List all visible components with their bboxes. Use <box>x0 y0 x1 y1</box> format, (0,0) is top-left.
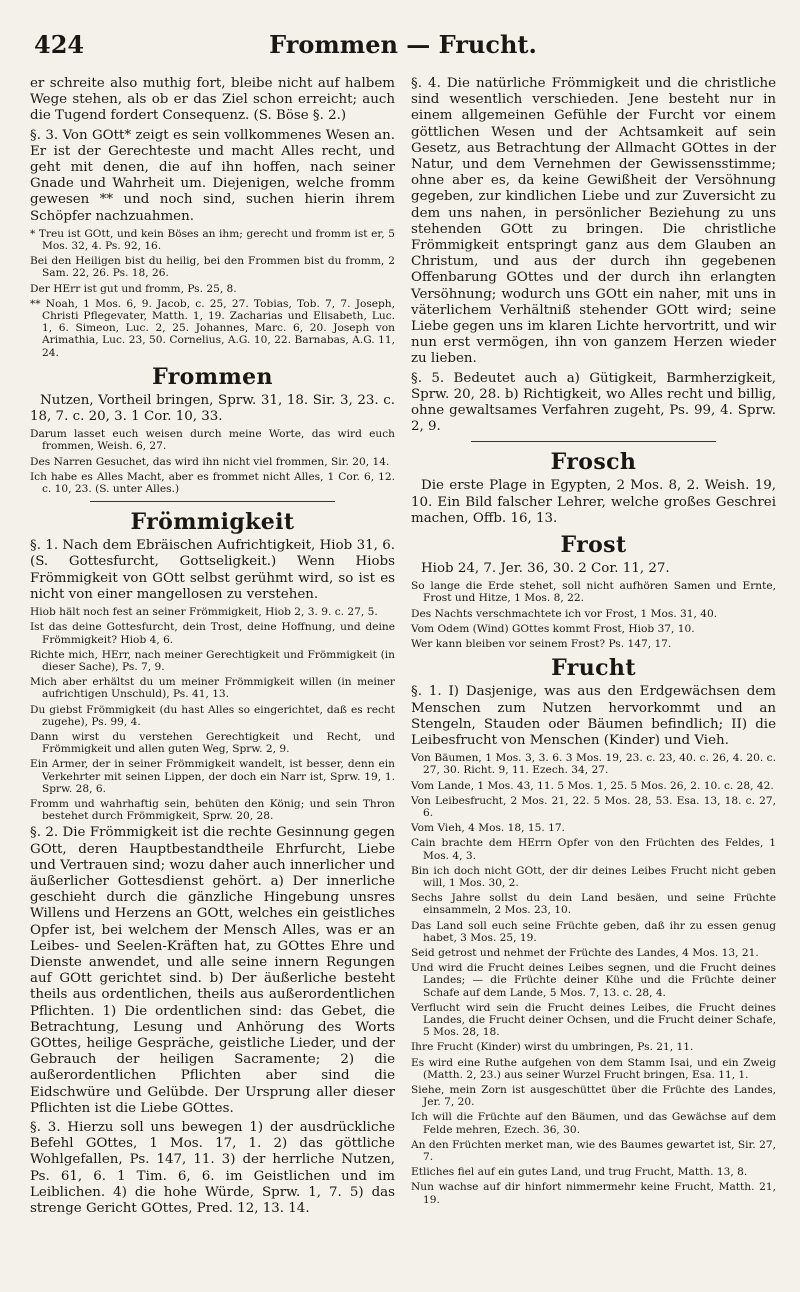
scripture-quote: Dann wirst du verstehen Gerechtigkeit und Recht, und Frömmigkeit und allen guten Weg, Sprw. 2, 9. <box>30 730 395 756</box>
scripture-quote: ** Noah, 1 Mos. 6, 9. Jacob, c. 25, 27. Tobias, Tob. 7, 7. Joseph, Christi Pflegevater, Matth. 1, 19. Zacharias und Elisabeth, Luc. 1, 6. Simeon, Luc. 2, 25. Johannes, Marc. 6, 20. Joseph von Arimathia, Luc. 23, 50. Cornelius, A.G. 10, 22. Barnabas, A.G. 11, 24. <box>30 297 395 359</box>
entry-heading: Frost <box>560 532 627 559</box>
scripture-quote: Ich will die Früchte auf den Bäumen, und das Gewächse auf dem Felde mehren, Ezech. 36, 30. <box>411 1111 776 1136</box>
body-paragraph: er schreite also muthig fort, bleibe nicht auf halbem Wege stehen, als ob er das Ziel schon erreicht; auch die Tugend fordert Consequenz. (S. Böse §. 2.) <box>30 76 395 124</box>
scripture-quote: An den Früchten merket man, wie des Baumes gewartet ist, Sir. 27, 7. <box>411 1138 776 1163</box>
scripture-quote: Siehe, mein Zorn ist ausgeschüttet über die Früchte des Landes, Jer. 7, 20. <box>411 1083 776 1109</box>
entry-heading: Frucht <box>551 655 636 682</box>
body-paragraph: §. 2. Die Frömmigkeit ist die rechte Gesinnung gegen GOtt, deren Hauptbestandtheile Ehrfurcht, Liebe und Vertrauen sind; wozu daher auch innerlicher und äußerlicher Gottesdienst gehört. a) Der innerliche geschieht durch die gänzliche Hingebung unsres Willens und Herzens an GOtt, welches ein geistliches Opfer ist, bei welchem der Mensch Alles, was er an Leibes- und Seelen-Kräften hat, zu GOttes Ehre und Dienste anwendet, und alle seine innern Regungen auf GOtt gerichtet sind. b) Der äußerliche besteht theils aus ordentlichen, theils aus außerordentlichen Pflichten. 1) Die ordentlichen sind: das Gebet, die Betrachtung, Lesung und Anhörung des Worts GOttes, heilige Gespräche, geistliche Lieder, und der Gebrauch der heiligen Sacramente; 2) die außerordentlichen Pflichten aber sind die Eidschwüre und Gelübde. Der Ursprung aller dieser Pflichten ist die Liebe GOttes. <box>30 825 395 1116</box>
scripture-quote: So lange die Erde stehet, soll nicht aufhören Samen und Ernte, Frost und Hitze, 1 Mos. 8, 22. <box>411 580 776 605</box>
scripture-quote: Von Bäumen, 1 Mos. 3, 3. 6. 3 Mos. 19, 23. c. 23, 40. c. 26, 4. 20. c. 27, 30. Richt. 9, 11. Ezech. 34, 27. <box>411 752 776 777</box>
scripture-quote: Cain brachte dem HErrn Opfer von den Früchten des Feldes, 1 Mos. 4, 3. <box>411 837 776 862</box>
scripture-quote: Des Narren Gesuchet, das wird ihn nicht viel frommen, Sir. 20, 14. <box>30 455 390 468</box>
scripture-quote: Nun wachse auf dir hinfort nimmermehr keine Frucht, Matth. 21, 19. <box>411 1181 776 1206</box>
scripture-quote: Von Leibesfrucht, 2 Mos. 21, 22. 5 Mos. 28, 53. Esa. 13, 18. c. 27, 6. <box>411 794 776 819</box>
scripture-quote: Seid getrost und nehmet der Früchte des Landes, 4 Mos. 13, 21. <box>411 946 759 959</box>
body-paragraph: §. 1. Nach dem Ebräischen Aufrichtigkeit, Hiob 31, 6. (S. Gottesfurcht, Gottseligkeit.) Wenn Hiobs Frömmigkeit von GOtt selbst gerühmt wird, so ist es nicht von einer mangellosen zu verstehen. <box>30 538 395 602</box>
scripture-quote: Das Land soll euch seine Früchte geben, daß ihr zu essen genug habet, 3 Mos. 25, 19. <box>411 919 776 944</box>
scripture-quote: * Treu ist GOtt, und kein Böses an ihm; gerecht und fromm ist er, 5 Mos. 32, 4. Ps. 92, 16. <box>30 227 395 253</box>
scripture-quote: Bei den Heiligen bist du heilig, bei den Frommen bist du fromm, 2 Sam. 22, 26. Ps. 18, 26. <box>30 255 395 280</box>
scripture-quote: Richte mich, HErr, nach meiner Gerechtigkeit und Frömmigkeit (in dieser Sache), Ps. 7, 9. <box>30 648 395 673</box>
scripture-quote: Fromm und wahrhaftig sein, behüten den König; und sein Thron bestehet durch Frömmigkeit, Sprw. 20, 28. <box>30 797 395 823</box>
scripture-quote: Der HErr ist gut und fromm, Ps. 25, 8. <box>30 282 237 295</box>
body-paragraph: §. 5. Bedeutet auch a) Gütigkeit, Barmherzigkeit, Sprw. 20, 28. b) Richtigkeit, wo Alles recht und billig, ohne gewaltsames Verfahren zugeht, Ps. 99, 4. Sprw. 2, 9. <box>411 370 776 435</box>
scripture-quote: Ein Armer, der in seiner Frömmigkeit wandelt, ist besser, denn ein Verkehrter mit seinen Lippen, der doch ein Narr ist, Sprw. 19, 1. Sprw. 28, 6. <box>30 758 395 795</box>
body-paragraph: §. 3. Von GOtt* zeigt es sein vollkommenes Wesen an. Er ist der Gerechteste und macht Alles recht, und geht mit denen, die auf ihn hoffen, nach seiner Gnade und Wahrheit um. Diejenigen, welche fromm gewesen ** und noch sind, suchen hierin ihrem Schöpfer nachzuahmen. <box>30 127 395 224</box>
body-paragraph: §. 1. I) Dasjenige, was aus den Erdgewächsen dem Menschen zum Nutzen hervorkommt und an Stengeln, Stauden oder Bäumen befindlich; II) die Leibesfrucht von Menschen (Kinder) und Vieh. <box>411 684 776 748</box>
left-column <box>30 76 395 1220</box>
right-column <box>411 76 776 1220</box>
reference-line: Nutzen, Vortheil bringen, Sprw. 31, 18. Sir. 3, 23. c. 18, 7. c. 20, 3. 1 Cor. 10, 33. <box>30 392 395 425</box>
section-divider <box>471 441 716 442</box>
reference-line: Hiob 24, 7. Jer. 36, 30. 2 Cor. 11, 27. <box>421 561 670 577</box>
scripture-quote: Vom Odem (Wind) GOttes kommt Frost, Hiob 37, 10. <box>411 622 695 635</box>
scripture-quote: Vom Lande, 1 Mos. 43, 11. 5 Mos. 1, 25. 5 Mos. 26, 2. 10. c. 28, 42. <box>411 779 774 792</box>
section-divider <box>90 501 335 502</box>
scripture-quote: Bin ich doch nicht GOtt, der dir deines Leibes Frucht nicht geben will, 1 Mos. 30, 2. <box>411 864 776 889</box>
scripture-quote: Etliches fiel auf ein gutes Land, und trug Frucht, Matth. 13, 8. <box>411 1166 748 1179</box>
scripture-quote: Verflucht wird sein die Frucht deines Leibes, die Frucht deines Landes, die Frucht deiner Ochsen, und die Frucht deiner Schafe, 5 Mos. 28, 18. <box>411 1001 776 1039</box>
two-column-text <box>30 76 776 1220</box>
body-paragraph: §. 4. Die natürliche Frömmigkeit und die christliche sind wesentlich verschieden. Jene besteht nur in einem allgemeinen Gefühle der Furcht vor einem göttlichen Wesen und der Achtsamkeit auf sein Gesetz, aus Betrachtung der Allmacht GOttes in der Natur, und dem Vernehmen der Gewissensstimme; ohne aber es, da keine Gewißheit der Versöhnung gegeben, zur kindlichen Liebe und zur Zuversicht zu dem uns nahen, in persönlicher Beziehung zu uns stehenden GOtt zu bringen. Die christliche Frömmigkeit entspringt ganz aus dem Glauben an Christum, und aus der durch ihn gegebenen Offenbarung GOttes und der durch ihn erlangten Versöhnung; wodurch uns GOtt ein naher, mit uns in väterlichem Verhältniß stehender GOtt wird; seine Liebe gegen uns im klaren Lichte hervortritt, und wir nun erst vermögen, ihn von ganzem Herzen wieder zu lieben. <box>411 76 776 367</box>
scripture-quote: Sechs Jahre sollst du dein Land besäen, und seine Früchte einsammeln, 2 Mos. 23, 10. <box>411 892 776 917</box>
scripture-quote: Ich habe es Alles Macht, aber es frommet nicht Alles, 1 Cor. 6, 12. c. 10, 23. (S. unter Alles.) <box>30 470 395 496</box>
scripture-quote: Wer kann bleiben vor seinem Frost? Ps. 147, 17. <box>411 638 672 651</box>
scripture-quote: Ihre Frucht (Kinder) wirst du umbringen, Ps. 21, 11. <box>411 1041 694 1054</box>
entry-heading: Frosch <box>550 449 637 476</box>
entry-heading: Frommen <box>152 363 273 390</box>
page-number: 424 <box>34 30 85 59</box>
running-head <box>30 28 776 68</box>
scripture-quote: Des Nachts verschmachtete ich vor Frost, 1 Mos. 31, 40. <box>411 607 718 620</box>
body-paragraph: §. 3. Hierzu soll uns bewegen 1) der ausdrückliche Befehl GOttes, 1 Mos. 17, 1. 2) das göttliche Wohlgefallen, Ps. 147, 11. 3) der herrliche Nutzen, Ps. 61, 6. 1 Tim. 6, 6. im Geistlichen und im Leiblichen. 4) die hohe Würde, Sprw. 1, 7. 5) das strenge Gericht GOttes, Pred. 12, 13. 14. <box>30 1120 395 1217</box>
scripture-quote: Es wird eine Ruthe aufgehen von dem Stamm Isai, und ein Zweig (Matth. 2, 23.) aus seiner Wurzel Frucht bringen, Esa. 11, 1. <box>411 1056 776 1081</box>
scripture-quote: Darum lasset euch weisen durch meine Worte, das wird euch frommen, Weish. 6, 27. <box>30 428 395 453</box>
reference-line: Die erste Plage in Egypten, 2 Mos. 8, 2. Weish. 19, 10. Ein Bild falscher Lehrer, welche großes Geschrei machen, Offb. 16, 13. <box>411 478 776 526</box>
scripture-quote: Vom Vieh, 4 Mos. 18, 15. 17. <box>411 822 565 835</box>
entry-heading: Frömmigkeit <box>130 509 295 536</box>
scripture-quote: Mich aber erhältst du um meiner Frömmigkeit willen (in meiner aufrichtigen Unschuld), Ps. 41, 13. <box>30 676 395 701</box>
scripture-quote: Ist das deine Gottesfurcht, dein Trost, deine Hoffnung, und deine Frömmigkeit? Hiob 4, 6. <box>30 621 395 646</box>
scripture-quote: Und wird die Frucht deines Leibes segnen, und die Frucht deines Landes; — die Früchte deiner Kühe und die Früchte deiner Schafe auf dem Lande, 5 Mos. 7, 13. c. 28, 4. <box>411 962 776 999</box>
page-title: Frommen — Frucht. <box>269 30 537 59</box>
scripture-quote: Du giebst Frömmigkeit (du hast Alles so eingerichtet, daß es recht zugehe), Ps. 99, 4. <box>30 703 395 728</box>
scripture-quote: Hiob hält noch fest an seiner Frömmigkeit, Hiob 2, 3. 9. c. 27, 5. <box>30 606 378 619</box>
